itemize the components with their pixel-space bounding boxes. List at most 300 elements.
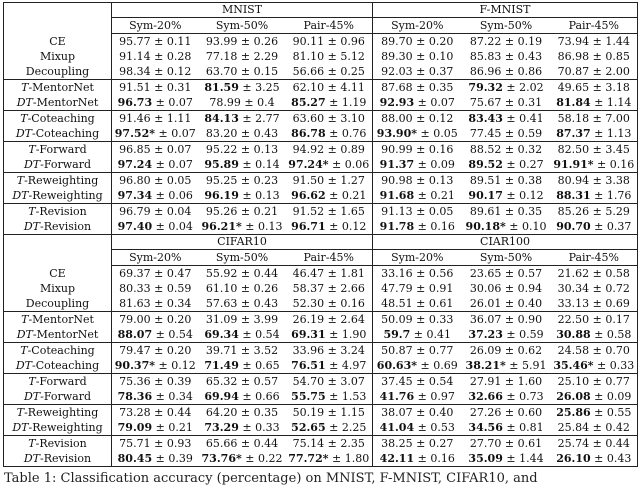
std-value: ± 1.27 [327,174,365,187]
method-label: -Revision [35,437,87,450]
result-cell [373,219,462,235]
result-cell [286,95,373,111]
method-prefix: DT [23,390,41,403]
std-value: ± 1.65 [327,205,365,218]
std-value: ± 0.90 [504,313,543,326]
result-cell [286,389,373,405]
accuracy-value: 94.92 [292,143,325,156]
std-value: ± 0.13 [245,220,283,233]
result-cell [373,296,462,312]
accuracy-value: 69.37 [119,267,151,280]
method-label: Mixup [39,282,76,295]
column-header: Sym-50% [199,250,286,266]
accuracy-value: 79.47 [119,344,151,357]
result-cell [112,327,199,343]
column-header: Pair-45% [286,18,373,34]
accuracy-value: 27.26 [469,406,502,419]
method-prefix: T [16,406,25,419]
std-value: ± 0.41 [413,328,452,341]
accuracy-value: 81.10 [292,50,325,63]
accuracy-value: 61.10 [205,282,238,295]
accuracy-value: 48.51 [381,297,413,310]
std-value: ± 0.40 [416,406,454,419]
accuracy-value: 91.78 [379,220,415,233]
accuracy-value: 93.90* [376,127,417,140]
accuracy-value: 80.94 [557,174,590,187]
result-cell [112,219,199,235]
result-cell [199,358,286,374]
accuracy-value: 85.26 [557,205,590,218]
result-cell [551,312,638,328]
accuracy-value: 87.22 [469,35,502,48]
std-value: ± 0.16 [327,297,365,310]
std-value: ± 0.54 [416,375,454,388]
std-value: ± 5.91 [509,359,547,372]
table-caption: Table 1: Classification accuracy (percentage) on MNIST, F-MNIST, CIFAR10, and [4,471,538,486]
result-cell [462,358,551,374]
result-cell [112,188,199,204]
std-value: ± 0.42 [592,421,630,434]
std-value: ± 0.76 [329,127,367,140]
result-cell [112,111,199,127]
method-name [4,188,112,204]
table-row [4,343,638,359]
std-value: ± 0.44 [592,437,630,450]
accuracy-value: 90.98 [381,174,413,187]
std-value: ± 0.61 [504,437,543,450]
accuracy-value: 75.71 [119,437,151,450]
accuracy-value: 37.45 [381,375,413,388]
accuracy-value: 27.70 [469,437,502,450]
std-value: ± 1.60 [504,375,543,388]
result-cell [112,49,199,64]
accuracy-value: 78.36 [117,390,153,403]
table-row [4,126,638,142]
accuracy-value: 52.30 [292,297,325,310]
std-value: ± 0.21 [329,189,367,202]
method-prefix: DT [16,328,33,341]
std-value: ± 0.09 [417,158,455,171]
std-value: ± 0.39 [154,375,192,388]
method-name [4,358,112,374]
accuracy-value: 30.06 [469,282,502,295]
accuracy-value: 26.19 [292,313,325,326]
std-value: ± 0.14 [242,158,280,171]
std-value: ± 0.33 [597,359,635,372]
result-cell [551,80,638,96]
result-cell [373,451,462,467]
method-name [4,281,112,296]
accuracy-value: 80.45 [117,452,153,465]
std-value: ± 0.59 [154,282,192,295]
accuracy-value: 88.31 [556,189,591,202]
accuracy-value: 46.47 [292,267,325,280]
std-value: ± 0.58 [594,328,632,341]
std-value: ± 3.45 [592,143,630,156]
column-header: Sym-20% [373,18,462,34]
accuracy-value: 91.50 [292,174,325,187]
std-value: ± 0.44 [240,437,279,450]
std-value: ± 3.10 [327,112,365,125]
accuracy-value: 34.56 [468,421,503,434]
accuracy-value: 23.65 [469,267,502,280]
result-cell [199,142,286,158]
accuracy-value: 86.98 [557,50,590,63]
result-cell [373,34,462,50]
accuracy-value: 80.33 [119,282,151,295]
result-cell [462,266,551,282]
std-value: ± 0.43 [240,127,279,140]
std-value: ± 0.07 [158,127,196,140]
std-value: ± 0.13 [416,174,454,187]
result-cell [286,49,373,64]
accuracy-value: 73.76* [201,452,242,465]
result-cell [112,358,199,374]
column-header: Sym-50% [462,18,551,34]
result-cell [112,389,199,405]
std-value: ± 0.66 [242,390,280,403]
accuracy-value: 77.72* [288,452,329,465]
result-cell [199,111,286,127]
std-value: ± 2.66 [327,282,365,295]
method-prefix: DT [23,452,41,465]
std-value: ± 0.25 [327,65,365,78]
accuracy-value: 95.89 [204,158,239,171]
method-label: -MentorNet [28,313,94,326]
accuracy-value: 36.07 [469,313,502,326]
std-value: ± 1.44 [592,35,630,48]
std-value: ± 0.44 [154,406,192,419]
accuracy-value: 65.32 [205,375,238,388]
accuracy-value: 54.70 [292,375,325,388]
result-cell [112,451,199,467]
result-cell [462,420,551,436]
accuracy-value: 88.07 [117,328,153,341]
accuracy-value: 90.99 [381,143,413,156]
method-prefix: DT [23,158,41,171]
method-prefix: T [28,205,36,218]
result-cell [462,111,551,127]
std-value: ± 1.19 [329,96,367,109]
accuracy-value: 52.65 [291,421,326,434]
method-prefix: DT [23,220,41,233]
result-cell [199,126,286,142]
result-cell [199,80,286,96]
result-cell [286,420,373,436]
std-value: ± 0.96 [327,35,365,48]
accuracy-value: 84.13 [204,112,239,125]
result-cell [112,80,199,96]
accuracy-value: 58.37 [292,282,325,295]
accuracy-value: 89.30 [381,50,413,63]
accuracy-value: 81.63 [119,297,151,310]
result-cell [286,111,373,127]
accuracy-value: 49.65 [557,81,590,94]
std-value: ± 0.35 [504,205,543,218]
result-cell [551,296,638,312]
std-value: ± 0.93 [154,437,192,450]
result-cell [373,343,462,359]
result-cell [551,126,638,142]
std-value: ± 1.15 [327,406,365,419]
result-cell [551,374,638,390]
method-name [4,420,112,436]
result-cell [373,405,462,421]
method-label: -Coteaching [32,359,100,372]
result-cell [199,312,286,328]
result-cell [373,204,462,220]
result-cell [286,312,373,328]
method-prefix: DT [15,127,32,140]
table-row [4,436,638,452]
result-cell [112,436,199,452]
method-label: -MentorNet [32,96,99,109]
column-header: Sym-20% [373,250,462,266]
result-cell [551,266,638,282]
result-cell [462,343,551,359]
corner-cell [4,3,112,18]
std-value: ± 0.41 [506,112,544,125]
result-cell [462,436,551,452]
result-cell [373,281,462,296]
std-value: ± 0.06 [155,189,193,202]
accuracy-value: 82.50 [557,143,590,156]
corner-cell [4,250,112,266]
result-cell [551,420,638,436]
std-value: ± 2.00 [592,65,630,78]
result-cell [286,296,373,312]
result-cell [199,157,286,173]
std-value: ± 0.43 [240,297,279,310]
std-value: ± 0.44 [240,267,279,280]
result-cell [112,281,199,296]
std-value: ± 0.12 [506,189,544,202]
std-value: ± 0.57 [240,375,279,388]
std-value: ± 0.59 [506,328,544,341]
accuracy-value: 38.07 [381,406,413,419]
accuracy-value: 91.37 [379,158,415,171]
result-cell [373,312,462,328]
result-cell [286,219,373,235]
method-name [4,49,112,64]
method-name [4,343,112,359]
table-row [4,188,638,204]
std-value: ± 0.26 [240,35,279,48]
method-prefix: T [21,313,29,326]
accuracy-value: 33.96 [292,344,325,357]
std-value: ± 0.43 [594,452,632,465]
std-value: ± 0.26 [240,282,279,295]
result-cell [112,343,199,359]
std-value: ± 0.15 [240,65,279,78]
accuracy-value: 91.68 [379,189,415,202]
result-cell [373,358,462,374]
accuracy-value: 73.29 [204,421,239,434]
accuracy-value: 77.18 [205,50,238,63]
std-value: ± 0.33 [416,313,454,326]
accuracy-value: 21.62 [557,267,590,280]
result-cell [462,49,551,64]
std-value: ± 3.18 [592,81,630,94]
std-value: ± 0.05 [420,127,458,140]
result-cell [286,34,373,50]
std-value: ± 0.12 [154,65,192,78]
std-value: ± 0.16 [417,220,455,233]
std-value: ± 0.04 [155,220,193,233]
accuracy-value: 73.94 [557,35,590,48]
accuracy-value: 58.18 [557,112,590,125]
method-name [4,204,112,220]
accuracy-value: 38.25 [381,437,413,450]
std-value: ± 4.11 [327,81,365,94]
result-cell [551,358,638,374]
std-value: ± 0.13 [240,143,279,156]
accuracy-value: 62.10 [292,81,325,94]
method-label: Decoupling [25,65,90,78]
std-value: ± 0.28 [154,50,192,63]
result-cell [112,157,199,173]
table-row [4,358,638,374]
method-prefix: T [28,375,36,388]
std-value: ± 1.76 [594,189,632,202]
std-value: ± 0.22 [245,452,283,465]
accuracy-value: 63.70 [205,65,238,78]
result-cell [462,296,551,312]
result-cell [462,405,551,421]
accuracy-value: 91.46 [119,112,151,125]
accuracy-value: 91.13 [381,205,413,218]
accuracy-value: 64.20 [205,406,238,419]
method-label: -Forward [40,390,92,403]
std-value: ± 0.06 [332,158,370,171]
accuracy-value: 69.31 [291,328,326,341]
method-label: -Reweighting [24,406,99,419]
std-value: ± 0.4 [244,96,275,109]
table-row [4,49,638,64]
method-name [4,126,112,142]
result-cell [286,281,373,296]
method-label: -Reweighting [28,189,103,202]
accuracy-value: 90.18* [465,220,506,233]
result-cell [551,34,638,50]
result-cell [199,451,286,467]
std-value: ± 0.47 [154,267,192,280]
result-cell [112,374,199,390]
result-cell [462,389,551,405]
result-cell [286,64,373,80]
accuracy-value: 35.09 [468,452,503,465]
corner-cell [4,235,112,250]
accuracy-value: 38.21* [465,359,506,372]
std-value: ± 0.09 [594,390,632,403]
accuracy-value: 39.71 [205,344,238,357]
accuracy-value: 91.91* [553,158,594,171]
accuracy-value: 89.52 [468,158,503,171]
method-prefix: T [20,344,28,357]
result-cell [286,188,373,204]
std-value: ± 0.59 [504,127,543,140]
accuracy-value: 26.01 [469,297,502,310]
accuracy-value: 70.87 [557,65,590,78]
result-cell [112,312,199,328]
result-cell [462,327,551,343]
method-prefix: T [28,143,36,156]
result-cell [462,204,551,220]
std-value: ± 0.16 [597,158,635,171]
method-name [4,111,112,127]
accuracy-value: 83.20 [205,127,238,140]
accuracy-value: 55.75 [291,390,326,403]
column-header-row [4,250,638,266]
accuracy-value: 22.50 [557,313,590,326]
std-value: ± 0.16 [417,452,455,465]
accuracy-value: 88.52 [469,143,502,156]
std-value: ± 0.20 [154,344,192,357]
std-value: ± 0.58 [592,267,630,280]
result-cell [286,142,373,158]
result-cell [551,405,638,421]
table-row [4,204,638,220]
result-cell [551,204,638,220]
result-cell [462,126,551,142]
column-header: Pair-45% [551,18,638,34]
result-cell [199,49,286,64]
accuracy-value: 95.26 [205,205,238,218]
accuracy-value: 35.46* [553,359,594,372]
std-value: ± 0.10 [416,50,454,63]
result-cell [373,173,462,189]
result-cell [551,281,638,296]
method-label: -Reweighting [28,421,103,434]
table-row [4,451,638,467]
std-value: ± 2.35 [327,437,365,450]
accuracy-value: 42.11 [379,452,415,465]
result-cell [112,204,199,220]
accuracy-value: 86.96 [469,65,502,78]
accuracy-value: 59.7 [383,328,411,341]
result-cell [286,157,373,173]
result-cell [373,157,462,173]
result-cell [373,142,462,158]
result-cell [462,374,551,390]
std-value: ± 0.69 [420,359,458,372]
accuracy-value: 81.59 [204,81,239,94]
result-cell [373,266,462,282]
result-cell [551,389,638,405]
accuracy-value: 65.66 [205,437,238,450]
std-value: ± 0.35 [240,406,279,419]
std-value: ± 0.39 [155,452,193,465]
accuracy-value: 75.14 [292,437,325,450]
table-body [4,235,638,467]
std-value: ± 0.10 [509,220,547,233]
table-row [4,142,638,158]
accuracy-value: 96.21* [201,220,242,233]
result-cell [286,80,373,96]
method-name [4,266,112,282]
method-label: -Revision [40,220,92,233]
accuracy-value: 26.08 [556,390,591,403]
method-name [4,142,112,158]
table-row [4,374,638,390]
std-value: ± 3.38 [592,174,630,187]
accuracy-value: 69.34 [204,328,239,341]
std-value: ± 0.85 [592,50,630,63]
std-value: ± 0.11 [154,35,192,48]
method-label: -Forward [35,143,87,156]
std-value: ± 2.64 [327,313,365,326]
accuracy-value: 50.19 [292,406,325,419]
